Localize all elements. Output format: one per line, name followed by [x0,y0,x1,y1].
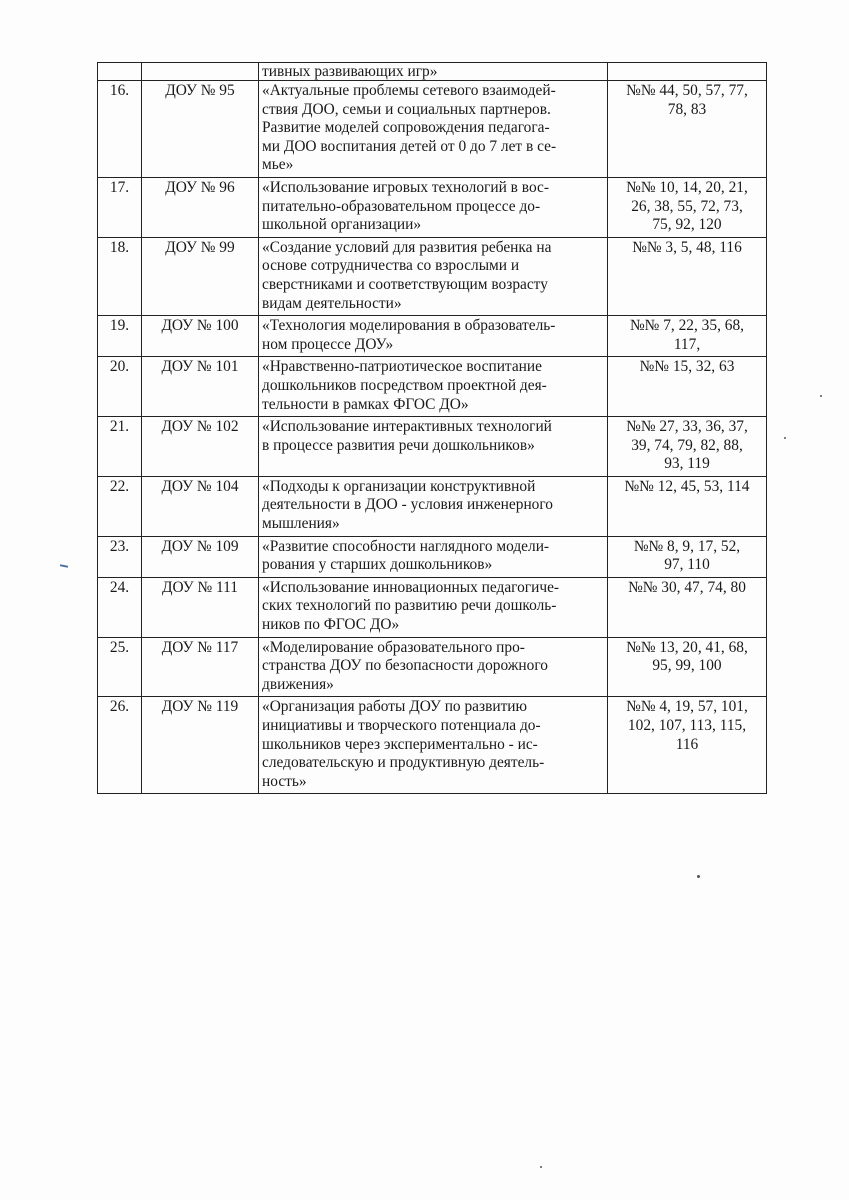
topic-line: тельности в рамках ФГОС ДО» [262,395,469,413]
table-row [98,536,767,577]
topic-line: дошкольников посредством проектной дея- [262,376,547,394]
cell-topic [259,417,608,477]
row-number: 23. [109,537,130,555]
cell-refs [608,697,767,794]
organization-name: ДОУ № 100 [161,317,239,335]
topic-line: ников по ФГОС ДО» [262,616,400,634]
cell-refs [608,417,767,477]
topic-line: деятельности в ДОО - условия инженерного [262,496,554,514]
refs-line: №№ 30, 47, 74, 80 [628,578,746,596]
cell-topic [259,237,608,315]
cell-number [98,63,142,81]
topic-line: школьников через экспериментально - ис- [262,735,538,753]
topic-line: «Развитие способности наглядного модели- [262,537,550,555]
table-row [98,637,767,697]
topic-line: питательно-образовательном процессе до- [262,197,541,215]
cell-number [98,357,142,417]
cell-refs [608,536,767,577]
cell-organization [142,577,259,637]
refs-line: №№ 4, 19, 57, 101, [626,698,748,716]
cell-topic [259,316,608,357]
topic-line: «Нравственно-патриотическое воспитание [262,358,542,376]
topic-line: сверстниками и соответствующим возрасту [262,275,548,293]
organization-name: ДОУ № 102 [161,418,239,436]
topic-line: «Актуальные проблемы сетевого взаимодей- [262,82,556,99]
topic-line: Развитие моделей сопровождения педагога- [262,119,550,137]
cell-refs [608,476,767,536]
table-row [98,357,767,417]
organization-name: ДОУ № 101 [161,358,239,376]
topic-line: «Подходы к организации конструктивной [262,477,536,495]
cell-number [98,637,142,697]
cell-refs [608,357,767,417]
refs-line: №№ 15, 32, 63 [639,358,735,376]
organization-name: ДОУ № 95 [165,82,235,99]
topic-line: «Организация работы ДОУ по развитию [262,698,528,716]
refs-line: №№ 7, 22, 35, 68, [629,317,745,335]
cell-refs [608,316,767,357]
cell-refs [608,63,767,81]
cell-organization [142,536,259,577]
cell-refs [608,81,767,178]
refs-line: 78, 83 [667,100,707,118]
cell-organization [142,177,259,237]
scan-speck [820,395,822,397]
refs-line: №№ 3, 5, 48, 116 [632,238,742,256]
topic-line: мышления» [262,515,340,533]
refs-line: №№ 27, 33, 36, 37, [626,418,748,436]
row-number: 25. [109,638,130,656]
scan-mark [60,564,68,568]
cell-topic [259,81,608,178]
cell-topic [259,177,608,237]
cell-refs [608,237,767,315]
cell-topic [259,357,608,417]
topic-line: рования у старших дошкольников» [262,556,493,574]
row-number: 17. [109,178,130,196]
topic-line: странства ДОУ по безопасности дорожного [262,657,548,675]
cell-topic [259,476,608,536]
continuation-row [98,63,767,81]
refs-line: №№ 8, 9, 17, 52, [633,537,741,555]
table-row [98,237,767,315]
cell-number [98,697,142,794]
scan-speck [697,875,700,878]
refs-line: 117, [673,335,701,353]
cell-refs [608,177,767,237]
cell-organization [142,237,259,315]
topic-line: видам деятельности» [262,294,402,312]
refs-line: 39, 74, 79, 82, 88, [631,436,743,454]
cell-organization [142,417,259,477]
table-row [98,177,767,237]
topic-line: инициативы и творческого потенциала до- [262,717,541,734]
cell-number [98,316,142,357]
refs-line: 102, 107, 113, 115, [627,717,747,734]
cell-organization [142,637,259,697]
dou-topics-table [97,62,767,794]
row-number: 19. [109,317,130,335]
topic-line: «Использование игровых технологий в вос- [262,178,549,196]
row-number: 24. [109,578,130,596]
cell-number [98,417,142,477]
topic-line: ность» [262,772,307,790]
cell-organization [142,476,259,536]
refs-line: №№ 10, 14, 20, 21, [626,178,748,196]
cell-refs [608,577,767,637]
topic-line: мье» [262,156,294,174]
topic-line: ном процессе ДОУ» [262,335,394,353]
refs-line: 75, 92, 120 [652,216,722,234]
refs-line: №№ 44, 50, 57, 77, [626,82,748,99]
topic-line: ми ДОО воспитания детей от 0 до 7 лет в се- [262,137,557,155]
cell-number [98,177,142,237]
topic-line: ских технологий по развитию речи дошколь- [262,597,557,615]
organization-name: ДОУ № 104 [161,477,239,495]
cell-number [98,476,142,536]
cell-organization [142,316,259,357]
table-row [98,476,767,536]
cell-topic [259,577,608,637]
row-number: 22. [109,477,130,495]
refs-line: 93, 119 [664,455,710,473]
cell-number [98,81,142,178]
topic-line: школьной организации» [262,216,422,234]
cell-organization [142,63,259,81]
cell-organization [142,697,259,794]
row-number: 26. [109,698,130,716]
row-number: 21. [109,418,130,436]
topic-line: «Использование интерактивных технологий [262,418,552,436]
cell-number [98,536,142,577]
cell-topic [259,63,608,81]
organization-name: ДОУ № 109 [161,537,239,555]
cell-topic [259,637,608,697]
topic-line: «Создание условий для развития ребенка на [262,238,552,256]
organization-name: ДОУ № 117 [161,638,239,656]
scan-speck [540,1166,542,1168]
row-number: 20. [109,358,130,376]
topic-line: в процессе развития речи дошкольников» [262,436,535,454]
organization-name: ДОУ № 119 [161,698,239,716]
organization-name: ДОУ № 96 [165,178,235,196]
topic-line: «Технология моделирования в образователь- [262,317,556,335]
table-row [98,577,767,637]
row-number: 18. [109,238,130,256]
cell-number [98,577,142,637]
organization-name: ДОУ № 99 [165,238,235,256]
cell-topic [259,697,608,794]
topic-line: «Использование инновационных педагогиче- [262,578,560,596]
refs-line: №№ 13, 20, 41, 68, [626,638,748,656]
table-row [98,417,767,477]
topic-line: ствия ДОО, семьи и социальных партнеров. [262,100,551,118]
table-row [98,697,767,794]
refs-line: 26, 38, 55, 72, 73, [631,197,743,215]
cell-topic [259,536,608,577]
cell-number [98,237,142,315]
cell-organization [142,357,259,417]
refs-line: 97, 110 [664,556,710,574]
table-row [98,316,767,357]
cell-refs [608,637,767,697]
topic-line: тивных развивающих игр» [262,63,438,80]
topic-line: основе сотрудничества со взрослыми и [262,257,520,275]
row-number: 16. [109,82,130,99]
table-row [98,81,767,178]
cell-organization [142,81,259,178]
organization-name: ДОУ № 111 [162,578,238,596]
topic-line: «Моделирование образовательного про- [262,638,525,656]
scan-speck [784,437,786,439]
refs-line: 116 [675,735,699,753]
refs-line: 95, 99, 100 [652,657,722,675]
topic-line: следовательскую и продуктивную деятель- [262,754,545,772]
refs-line: №№ 12, 45, 53, 114 [624,477,750,495]
topic-line: движения» [262,675,334,693]
